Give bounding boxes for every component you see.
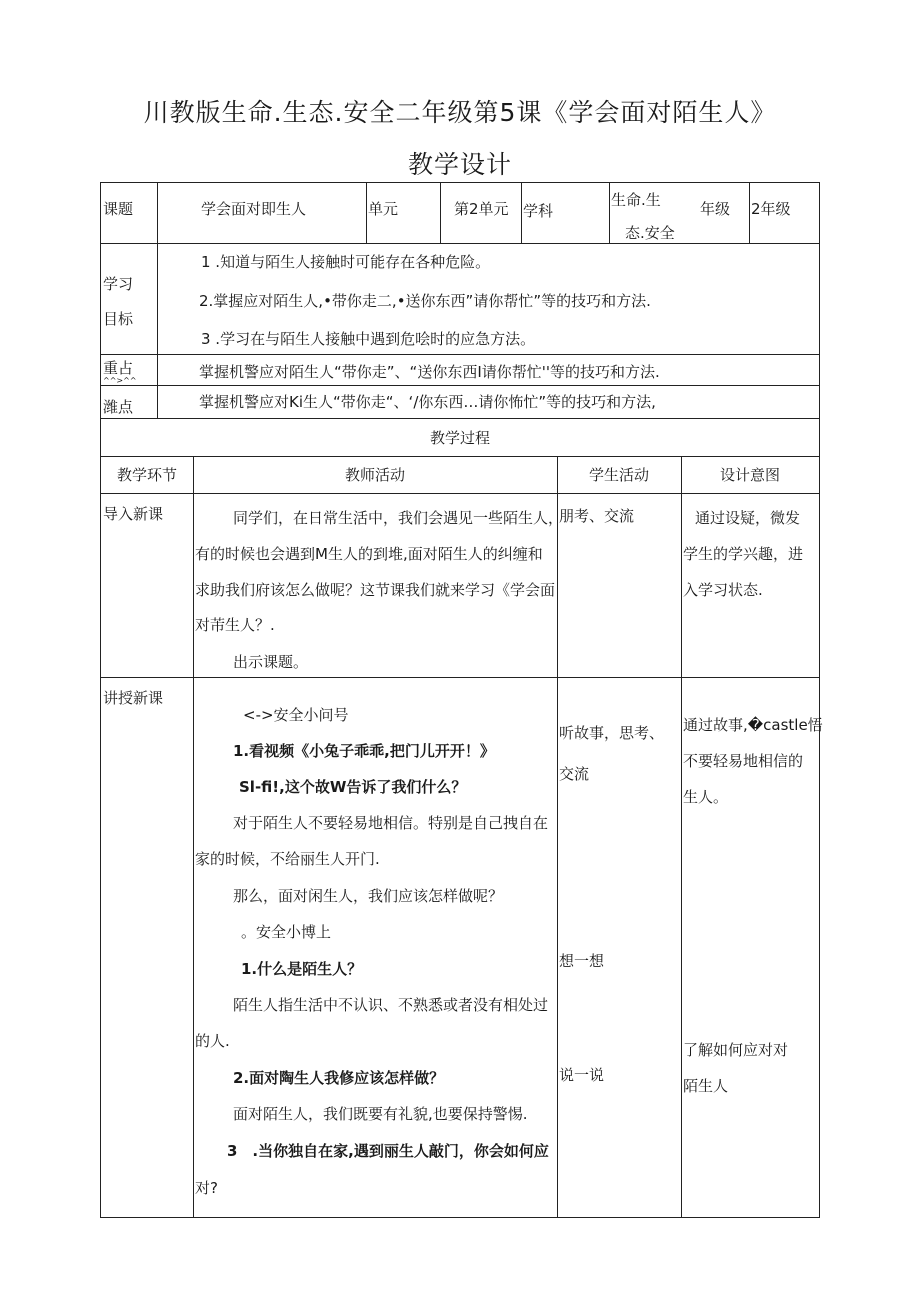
key-point-label-sub: ^^>^^ [103,376,137,385]
header-student: 学生活动 [588,466,649,484]
lecture-teacher-line: <->安全小问号 [243,706,349,724]
lecture-teacher-line: 3 .当你独自在家,遇到丽生人敲门，你会如何应 [227,1142,549,1160]
objectives-label-line1: 学习 [103,275,134,293]
intro-teacher-line: 有的时候也会遇到M生人的到堆,面对陌生人的纠缠和 [195,545,543,563]
subject-value-line1: 生命.生 [611,191,661,209]
document-subtitle: 教学设计 [407,150,512,179]
lecture-teacher-line: 对于陌生人不要轻易地相信。特别是自己拽自在 [233,814,549,832]
lecture-student-line: 说一说 [559,1066,605,1084]
intro-teacher-line: 同学们，在日常生活中，我们会遇见一些陌生人， [233,509,564,527]
lecture-teacher-line: 1.什么是陌生人？ [241,960,363,978]
row-divider [101,493,819,494]
lecture-student-line: 交流 [559,765,590,783]
unit-label: 单元 [368,200,399,218]
topic-value: 学会面对即生人 [201,200,307,218]
col-divider [609,183,610,243]
lecture-student-line: 想一想 [559,952,605,970]
col-divider [749,183,750,243]
intro-teacher-line: 出示课题。 [233,653,309,671]
col-divider [193,456,194,1217]
lecture-student-line: 听故事，思考、 [559,724,665,742]
difficult-point-text: 掌握机警应对Ki生人“带你走“、‘/你东西…请你怖忙”等的技巧和方法, [199,393,656,411]
lecture-teacher-line: Sl-fi!,这个故W告诉了我们什么？ [239,778,467,796]
lecture-teacher-line: 1.看视频《小兔子乖乖,把门儿开开！》 [233,742,495,760]
lecture-teacher-line: 家的时候，不给丽生人开门. [195,850,380,868]
subject-value-line2: 态.安全 [625,224,675,242]
header-stage: 教学环节 [116,466,177,484]
header-teacher: 教师活动 [344,466,405,484]
difficult-point-label: 潍点 [103,398,134,416]
row-divider [101,418,819,419]
stage-intro: 导入新课 [103,505,164,523]
lecture-teacher-line: 2.面对陶生人我修应该怎样做？ [233,1069,445,1087]
lecture-teacher-line: 。安全小博上 [241,923,332,941]
col-divider [681,456,682,1217]
lecture-teacher-line: 陌生人指生活中不认识、不熟悉或者没有相处过 [233,996,549,1014]
stage-lecture: 讲授新课 [103,689,164,707]
intro-student: 朋考、交流 [559,507,635,525]
grade-label: 年级 [700,200,731,218]
intro-intent-line: 学生的学兴趣，进 [683,545,804,563]
lecture-intent-line: 通过故事,�castle悟 [683,716,823,734]
intro-intent-line: 通过设疑，微发 [695,509,801,527]
lecture-teacher-line: 那么，面对闲生人，我们应该怎样做呢？ [233,887,504,905]
lecture-intent-line: 生人。 [683,788,729,806]
lesson-plan-table [100,182,823,1218]
col-divider [440,183,441,243]
row-divider [101,677,819,678]
lecture-intent-line: 陌生人 [683,1077,729,1095]
process-title: 教学过程 [429,429,490,447]
lecture-intent-line: 不要轻易地相信的 [683,752,804,770]
subject-label: 学科 [523,202,554,220]
lecture-intent-line: 了解如何应对对 [683,1041,789,1059]
lecture-teacher-line: 的人. [195,1032,230,1050]
row-divider [101,385,819,386]
unit-value: 第2单元 [454,200,509,218]
col-divider [557,456,558,1217]
header-intent: 设计意图 [719,466,780,484]
document-title: 川教版生命.生态.安全二年级第5课《学会面对陌生人》 [143,98,777,127]
lecture-teacher-line: 面对陌生人，我们既要有礼貌,也要保持警惕. [233,1105,528,1123]
col-divider [521,183,522,243]
col-divider [157,183,158,243]
objective-item: 1 .知道与陌生人接触时可能存在各种危险。 [201,253,491,271]
topic-label: 课题 [103,200,134,218]
objective-item: 3 .学习在与陌生人接触中遇到危哙时的应急方法。 [201,330,536,348]
intro-teacher-line: 对芾生人？. [195,616,275,634]
key-point-text: 掌握机警应对陌生人“带你走”、“送你东西I请你帮忙''等的技巧和方法. [199,363,660,381]
lecture-teacher-line: 对? [195,1179,218,1197]
intro-teacher-line: 求助我们府该怎么做呢？这节课我们就来学习《学会面 [195,581,556,599]
row-divider [101,456,819,457]
col-divider [157,243,158,418]
grade-value: 2年级 [751,200,791,218]
objective-item: 2.掌握应对陌生人,•带你走二,•送你东西”请你帮忙”等的技巧和方法. [199,292,651,310]
objectives-label-line2: 目标 [103,310,134,328]
intro-intent-line: 入学习状态. [683,581,763,599]
col-divider [366,183,367,243]
row-divider [101,354,819,355]
key-point-label: 重占 [103,359,134,377]
row-divider [101,243,819,244]
